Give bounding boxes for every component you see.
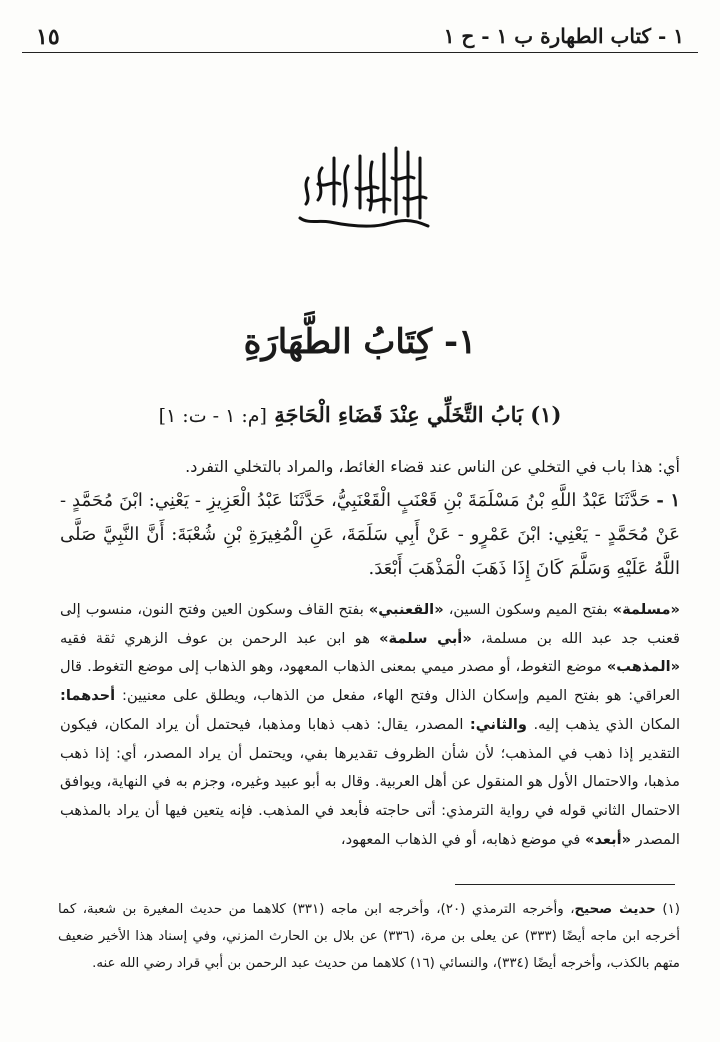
hadith-text xyxy=(60,484,680,586)
footnote-marker: (١) xyxy=(662,902,680,917)
term: «أبي سلمة» xyxy=(379,629,472,647)
hadith-body: حَدَّثَنَا عَبْدُ اللَّهِ بْنُ مَسْلَمَةَ بْنِ قَعْنَبٍ الْقَعْنَبِيُّ، حَدَّثَنَا عَبْدُ الْعَزِيزِ - يَعْنِي: ابْنَ مُحَمَّدٍ - عَنْ مُحَمَّدٍ - يَعْنِي: ابْنَ عَمْرٍو - عَنْ أَبِي سَلَمَةَ، عَنِ الْمُغِيرَةِ بْنِ شُعْبَةَ: أَنَّ النَّبِيَّ صَلَّى اللَّهُ عَلَيْهِ وَسَلَّمَ كَانَ إِذَا ذَهَبَ الْمَذْهَبَ أَبْعَدَ. xyxy=(60,490,680,579)
commentary xyxy=(60,596,680,854)
footnote-grade: حديث صحيح xyxy=(574,902,656,917)
commentary-text: في موضع ذهابه، أو في الذهاب المعهود، xyxy=(340,830,586,848)
book-title: ١- كِتَابُ الطَّهَارَةِ xyxy=(243,322,477,362)
chapter-reference: [م: ١ - ت: ١] xyxy=(158,405,267,427)
chapter-heading xyxy=(60,402,660,427)
footnote-text: ، وأخرجه الترمذي (٢٠)، وأخرجه ابن ماجه (٣٣١) كلاهما من حديث المغيرة بن شعبة، كما أخرجه ابن ماجه أيضًا (٣٣٣) عن يعلى بن مرة، (٣٣٦) عن بلال بن الحارث المزني، وفي إسناد هذا الأخير ضعيف متهم بالكذب، وأخرجه أيضًا (٣٣٤)، والنسائي (١٦) كلاهما من حديث عبد الرحمن بن أبي قراد رضي الله عنه. xyxy=(58,902,680,971)
chapter-intro: أي: هذا باب في التخلي عن الناس عند قضاء الغائط، والمراد بالتخلي التفرد. xyxy=(185,457,680,476)
hadith-number: ١ - xyxy=(656,490,680,511)
chapter-title: (١) بَابُ التَّخَلِّي عِنْدَ قَضَاءِ الْحَاجَةِ xyxy=(274,402,562,427)
footnote xyxy=(58,896,680,977)
page-number: ١٥ xyxy=(36,24,60,50)
footnote-rule xyxy=(455,884,675,885)
header-rule xyxy=(22,52,698,53)
commentary-text: موضع التغوط، أو مصدر ميمي بمعنى الذهاب المعهود، وهو الذهاب إلى موضع التغوط. قال العراقي: هو بفتح الميم وإسكان الذال وفتح الهاء، مفعل من الذهاب، ويطلق على معنيين: xyxy=(60,658,680,705)
term: والثاني: xyxy=(469,715,527,733)
page-header xyxy=(22,22,698,50)
commentary-text: هو ابن عبد الرحمن بن عوف الزهري ثقة فقيه xyxy=(60,629,380,647)
commentary-text: المصدر، يقال: ذهب ذهابا ومذهبا، فيحتمل أن يراد المكان، فيكون التقدير إذا ذهب في المذهب؛ لأن شأن الظروف تقديرها بفي، ويحتمل أن يراد المصدر، أي: إذا ذهب مذهبا، والاحتمال الأول هو المنقول عن أهل العربية. وقال به أبو عبيد وغيره، وجزم به في النهاية، ويوافق الاحتمال الثاني قوله في رواية الترمذي: أتى حاجته فأبعد في المذهب. فإنه يتعين فيها أن يراد بالمذهب المصدر xyxy=(60,715,680,848)
running-title: ١ - كتاب الطهارة ب ١ - ح ١ xyxy=(443,24,684,48)
basmala-calligraphy-icon xyxy=(290,138,440,238)
term: «أبعد» xyxy=(585,830,632,848)
term: «القعنبي» xyxy=(368,601,444,618)
commentary-text: المكان الذي يذهب إليه. xyxy=(527,715,680,733)
term: «المذهب» xyxy=(606,658,680,676)
commentary-text: بفتح الميم وسكون السين، xyxy=(443,601,613,618)
term: أحدهما: xyxy=(60,687,116,705)
commentary-text: بفتح القاف وسكون العين وفتح النون، منسوب إلى قعنب جد عبد الله بن مسلمة، xyxy=(60,601,680,647)
term: «مسلمة» xyxy=(612,601,680,618)
